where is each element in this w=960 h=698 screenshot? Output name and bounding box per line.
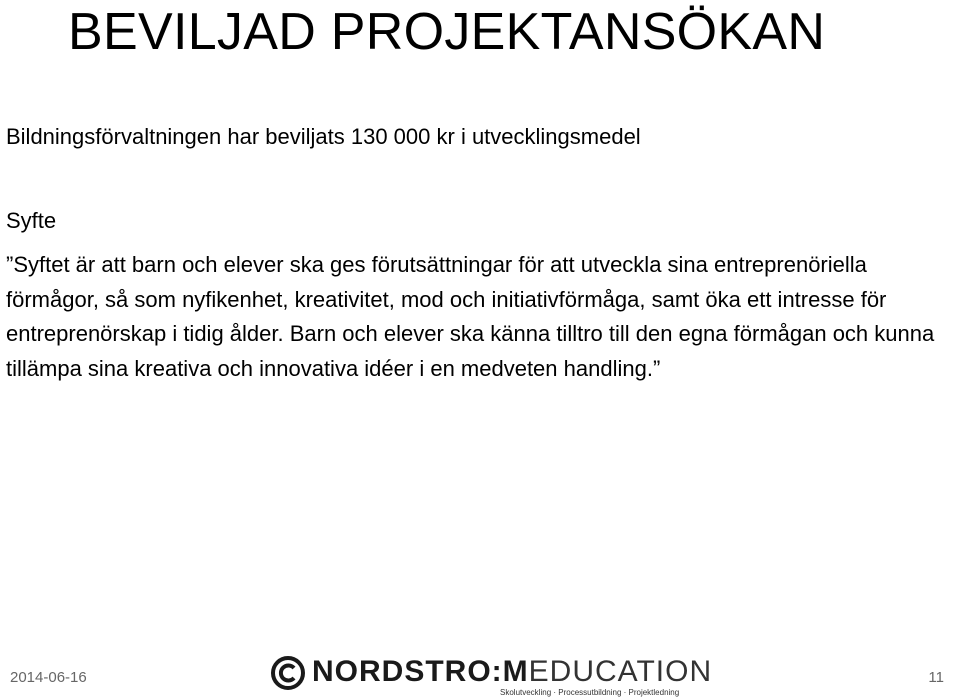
slide-subtitle: Bildningsförvaltningen har beviljats 130 000 kr i utvecklingsmedel xyxy=(6,124,641,149)
copyright-circle-icon xyxy=(270,655,306,691)
logo-name-bold: NORDSTRO:M xyxy=(312,655,529,688)
footer-date: 2014-06-16 xyxy=(10,669,87,686)
section-heading: Syfte xyxy=(6,208,57,233)
logo-tagline: Skolutveckling · Processutbildning · Projektledning xyxy=(500,688,680,697)
slide-title: BEVILJAD PROJEKTANSÖKAN xyxy=(68,3,826,61)
logo-name-light: EDUCATION xyxy=(528,655,713,688)
company-logo xyxy=(270,655,713,698)
body-paragraph: ”Syftet är att barn och elever ska ges förutsättningar för att utveckla sina entreprenöriella förmågor, så som nyfikenhet, kreativitet, mod och initiativförmåga, samt öka ett intresse för entreprenörskap i tidig ålder. Barn och elever ska känna tilltro till den egna förmågan och kunna tillämpa sina kreativa och innovativa idéer i en medveten handling.” xyxy=(6,252,935,381)
logo-wordmark xyxy=(312,655,712,689)
page-number: 11 xyxy=(928,669,944,686)
